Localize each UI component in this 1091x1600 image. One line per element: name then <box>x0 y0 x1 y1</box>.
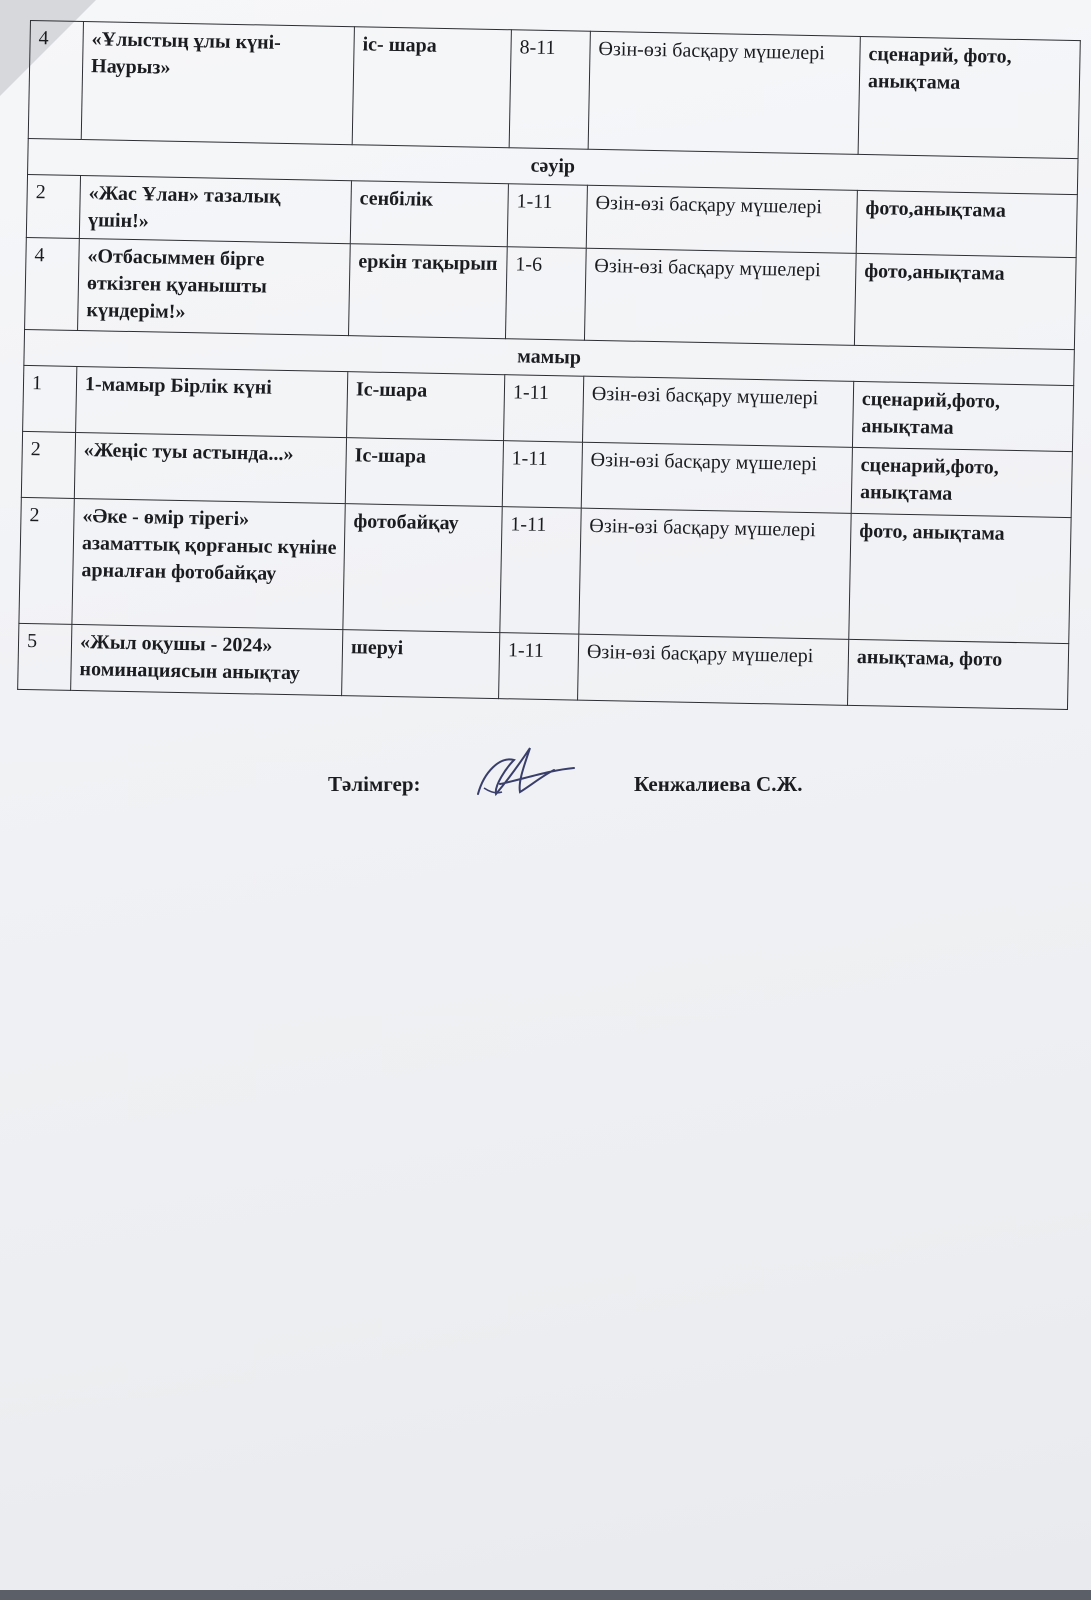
event-name: 1-мамыр Бірлік күні <box>76 366 348 437</box>
table-row <box>28 21 1080 159</box>
event-name: «Жыл оқушы - 2024» номинациясын анықтау <box>71 624 343 695</box>
event-form: сенбілік <box>350 181 508 247</box>
grade-range: 1-11 <box>504 375 584 443</box>
event-form: еркін тақырып <box>348 244 507 339</box>
month-heading: мамыр <box>24 329 1074 385</box>
mentor-label: Тәлімгер: <box>328 772 421 796</box>
responsible: Өзін-өзі басқару мүшелері <box>582 376 853 447</box>
grade-range: 1-6 <box>505 247 586 340</box>
month-heading: сәуір <box>28 138 1078 194</box>
grade-range: 8-11 <box>509 30 590 149</box>
row-number: 4 <box>28 21 83 140</box>
event-form: Іс-шара <box>347 372 505 441</box>
event-form: іс- шара <box>352 27 511 148</box>
event-name: «Отбасыммен бірге өткізген қуанышты күндерім!» <box>78 238 351 335</box>
result: анықтама, фото <box>847 639 1068 709</box>
row-number: 1 <box>23 365 77 432</box>
event-name: «Жас Ұлан» тазалық үшін!» <box>79 175 351 243</box>
responsible: Өзін-өзі басқару мүшелері <box>581 442 852 513</box>
event-form: шеруі <box>342 630 500 699</box>
grade-range: 1-11 <box>507 184 587 249</box>
responsible: Өзін-өзі басқару мүшелері <box>586 185 857 253</box>
mentor-name: Кенжалиева С.Ж. <box>634 772 803 796</box>
responsible: Өзін-өзі басқару мүшелері <box>578 634 849 705</box>
grade-range: 1-11 <box>499 633 579 701</box>
table-row <box>19 497 1071 643</box>
event-name: «Жеңіс туы астында...» <box>74 432 346 503</box>
result: фото,анықтама <box>856 190 1077 257</box>
row-number: 5 <box>18 623 72 690</box>
event-name: «Әке - өмір тірегі» азаматтық қорғаныс күніне арналған фотобайқау <box>72 498 345 629</box>
row-number: 4 <box>25 237 80 330</box>
bottom-edge <box>0 1590 1091 1600</box>
row-number: 2 <box>26 174 80 238</box>
row-number: 2 <box>19 497 74 624</box>
handwritten-signature <box>470 742 580 802</box>
responsible: Өзін-өзі басқару мүшелері <box>588 31 860 154</box>
result: сценарий, фото, анықтама <box>858 36 1080 158</box>
result: сценарий,фото, анықтама <box>852 381 1073 451</box>
event-form: Іс-шара <box>345 438 503 507</box>
result: фото,анықтама <box>854 253 1076 349</box>
row-number: 2 <box>21 431 75 498</box>
responsible: Өзін-өзі басқару мүшелері <box>579 508 851 639</box>
result: фото, анықтама <box>849 513 1071 643</box>
events-table <box>17 20 1081 710</box>
grade-range: 1-11 <box>500 507 581 634</box>
result: сценарий,фото, анықтама <box>851 447 1072 517</box>
grade-range: 1-11 <box>502 441 582 509</box>
event-name: «Ұлыстың ұлы күні- Наурыз» <box>81 22 354 145</box>
signature-block <box>0 772 1091 812</box>
event-form: фотобайқау <box>343 504 502 633</box>
responsible: Өзін-өзі басқару мүшелері <box>584 248 856 345</box>
